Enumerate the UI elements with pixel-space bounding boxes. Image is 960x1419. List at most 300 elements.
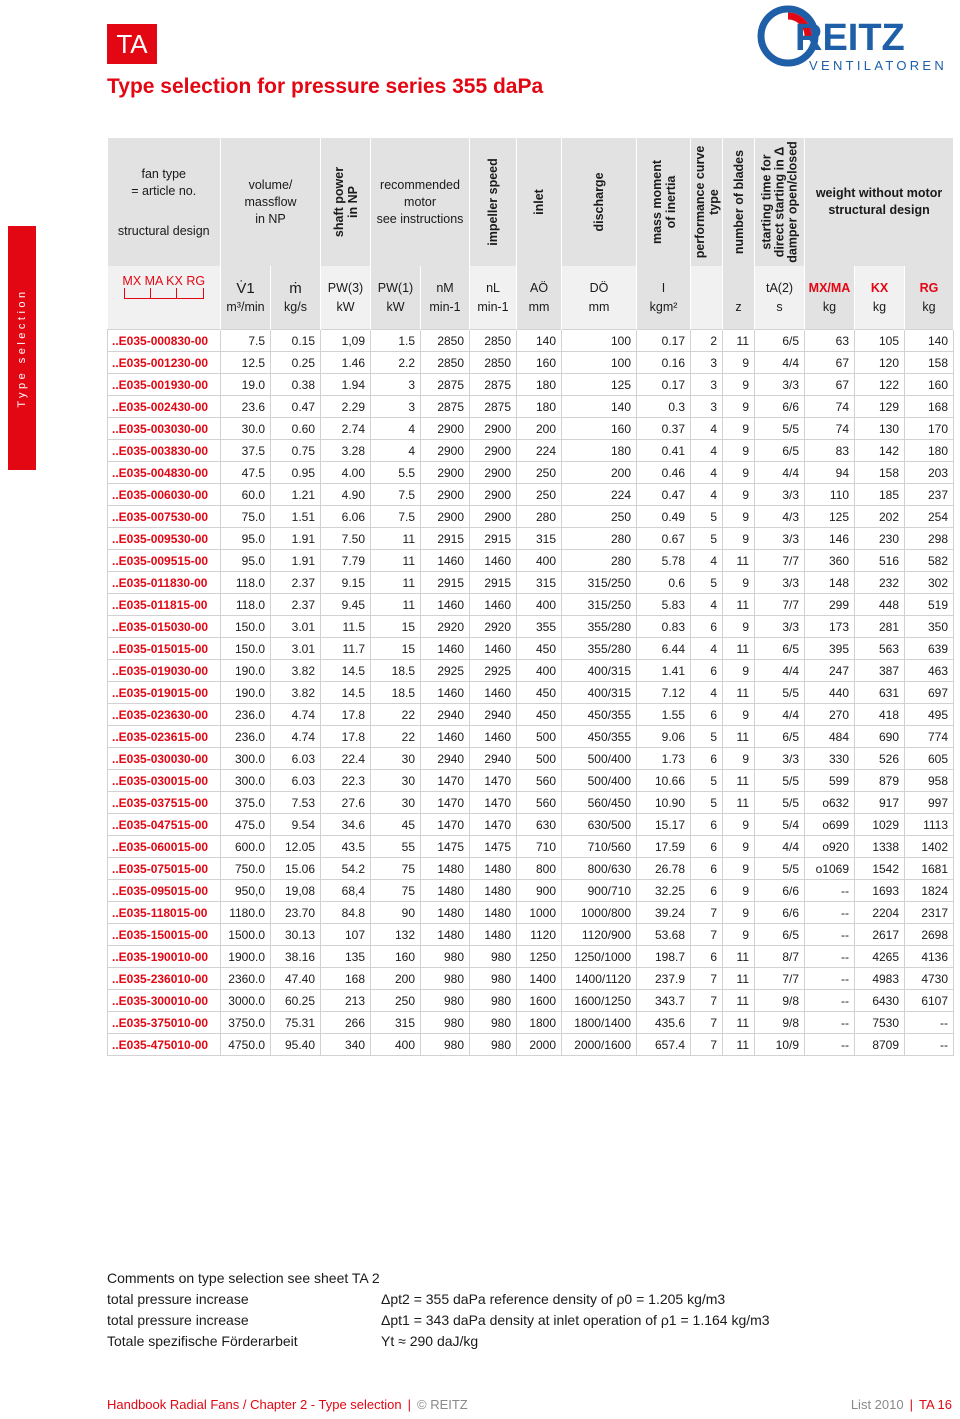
- table-cell: 710: [517, 836, 562, 858]
- table-cell: 45: [371, 814, 421, 836]
- table-cell: 6/6: [755, 396, 805, 418]
- unit-do: DÖ mm: [562, 266, 637, 330]
- table-cell: 1.91: [271, 528, 321, 550]
- table-cell: 135: [321, 946, 371, 968]
- table-cell: 980: [470, 990, 517, 1012]
- table-cell: 7/7: [755, 968, 805, 990]
- table-cell: 2900: [470, 506, 517, 528]
- unit-pw3: PW(3) kW: [321, 266, 371, 330]
- table-cell: 360: [805, 550, 855, 572]
- article-number-cell: ..E035-002430-00: [108, 396, 221, 418]
- table-cell: 15: [371, 616, 421, 638]
- table-cell: 7: [691, 990, 723, 1012]
- table-cell: 1470: [421, 814, 470, 836]
- table-cell: 0.16: [637, 352, 691, 374]
- table-cell: 202: [855, 506, 905, 528]
- table-cell: 450/355: [562, 704, 637, 726]
- table-cell: 9.45: [321, 594, 371, 616]
- table-cell: 4/4: [755, 660, 805, 682]
- table-cell: 15: [371, 638, 421, 660]
- table-cell: 355/280: [562, 616, 637, 638]
- table-cell: 440: [805, 682, 855, 704]
- table-cell: 11: [371, 528, 421, 550]
- table-cell: 6: [691, 704, 723, 726]
- table-cell: 300.0: [221, 770, 271, 792]
- table-cell: 0.3: [637, 396, 691, 418]
- table-cell: 236.0: [221, 704, 271, 726]
- table-cell: 105: [855, 330, 905, 352]
- table-cell: 1029: [855, 814, 905, 836]
- table-cell: 463: [905, 660, 954, 682]
- table-cell: 11: [371, 594, 421, 616]
- table-cell: 200: [371, 968, 421, 990]
- table-cell: 2875: [421, 396, 470, 418]
- table-cell: 118.0: [221, 572, 271, 594]
- table-cell: 2875: [421, 374, 470, 396]
- table-cell: 630/500: [562, 814, 637, 836]
- table-cell: 12.05: [271, 836, 321, 858]
- table-cell: 30.13: [271, 924, 321, 946]
- table-cell: 34.6: [321, 814, 371, 836]
- header-discharge: discharge: [562, 138, 637, 266]
- table-cell: 1400/1120: [562, 968, 637, 990]
- footer-list: List 2010: [850, 1397, 904, 1412]
- table-cell: 280: [562, 528, 637, 550]
- table-cell: 4.74: [271, 726, 321, 748]
- table-cell: 2940: [470, 704, 517, 726]
- table-cell: 2900: [421, 506, 470, 528]
- table-cell: 980: [421, 946, 470, 968]
- table-cell: 599: [805, 770, 855, 792]
- table-cell: 146: [805, 528, 855, 550]
- table-cell: 1542: [855, 858, 905, 880]
- table-row: [108, 572, 954, 594]
- table-cell: 4.00: [321, 462, 371, 484]
- table-cell: 0.75: [271, 440, 321, 462]
- article-number-cell: ..E035-475010-00: [108, 1034, 221, 1056]
- article-number-cell: ..E035-004830-00: [108, 462, 221, 484]
- side-tab-label: Type selection: [16, 288, 28, 408]
- table-row: [108, 990, 954, 1012]
- page-title: Type selection for pressure series 355 daPa: [107, 75, 544, 98]
- table-cell: 6.03: [271, 770, 321, 792]
- table-cell: 37.5: [221, 440, 271, 462]
- table-cell: 2000: [517, 1034, 562, 1056]
- table-cell: 12.5: [221, 352, 271, 374]
- table-cell: 2617: [855, 924, 905, 946]
- table-cell: 4.74: [271, 704, 321, 726]
- table-cell: 0.47: [271, 396, 321, 418]
- table-cell: 630: [517, 814, 562, 836]
- table-cell: 15.06: [271, 858, 321, 880]
- table-cell: 160: [371, 946, 421, 968]
- table-cell: 75.31: [271, 1012, 321, 1034]
- table-row: [108, 682, 954, 704]
- table-cell: 7.79: [321, 550, 371, 572]
- comment-value-1: Δpt2 = 355 daPa reference density of ρ0 = 1.205 kg/m3: [381, 1291, 726, 1307]
- table-cell: 1475: [470, 836, 517, 858]
- table-cell: 11.5: [321, 616, 371, 638]
- table-cell: 5/5: [755, 792, 805, 814]
- table-cell: 980: [470, 1034, 517, 1056]
- table-cell: 3.01: [271, 638, 321, 660]
- table-cell: 122: [855, 374, 905, 396]
- table-cell: 148: [805, 572, 855, 594]
- table-cell: 2900: [470, 440, 517, 462]
- table-cell: 118.0: [221, 594, 271, 616]
- table-cell: 1.46: [321, 352, 371, 374]
- table-cell: 3.28: [321, 440, 371, 462]
- table-cell: 23.70: [271, 902, 321, 924]
- units-row: [108, 266, 954, 330]
- article-number-cell: ..E035-095015-00: [108, 880, 221, 902]
- table-cell: 7.50: [321, 528, 371, 550]
- table-cell: 11: [723, 1012, 755, 1034]
- table-cell: 9.06: [637, 726, 691, 748]
- table-cell: 180: [517, 374, 562, 396]
- table-cell: 2.74: [321, 418, 371, 440]
- table-cell: 60.25: [271, 990, 321, 1012]
- table-row: [108, 616, 954, 638]
- table-cell: 2920: [470, 616, 517, 638]
- header-inlet: inlet: [517, 138, 562, 266]
- table-cell: 1800/1400: [562, 1012, 637, 1034]
- table-cell: 395: [805, 638, 855, 660]
- table-cell: 2317: [905, 902, 954, 924]
- table-cell: 32.25: [637, 880, 691, 902]
- table-cell: 18.5: [371, 682, 421, 704]
- table-cell: 1470: [470, 814, 517, 836]
- table-cell: 7.12: [637, 682, 691, 704]
- table-cell: --: [805, 1012, 855, 1034]
- table-cell: 132: [371, 924, 421, 946]
- table-cell: 1480: [421, 902, 470, 924]
- table-cell: 6: [691, 616, 723, 638]
- table-cell: 9: [723, 374, 755, 396]
- footer-copyright: © REITZ: [417, 1397, 468, 1412]
- table-cell: 4/3: [755, 506, 805, 528]
- table-cell: 519: [905, 594, 954, 616]
- footer-left: Handbook Radial Fans / Chapter 2 - Type selection | © REITZ: [107, 1397, 468, 1412]
- table-cell: 4.90: [321, 484, 371, 506]
- table-cell: 63: [805, 330, 855, 352]
- table-cell: 9: [723, 924, 755, 946]
- article-number-cell: ..E035-060015-00: [108, 836, 221, 858]
- table-cell: 247: [805, 660, 855, 682]
- table-row: [108, 550, 954, 572]
- header-structural-design: structural design: [117, 224, 210, 238]
- table-cell: 129: [855, 396, 905, 418]
- table-cell: 1480: [470, 858, 517, 880]
- section-code-badge: TA: [107, 24, 157, 64]
- data-rows: [108, 330, 954, 1056]
- table-cell: 560: [517, 792, 562, 814]
- article-number-cell: ..E035-009515-00: [108, 550, 221, 572]
- table-row: [108, 440, 954, 462]
- table-cell: 450: [517, 638, 562, 660]
- table-cell: --: [805, 902, 855, 924]
- table-cell: 198.7: [637, 946, 691, 968]
- table-cell: 232: [855, 572, 905, 594]
- table-cell: 0.46: [637, 462, 691, 484]
- table-cell: 500: [517, 726, 562, 748]
- table-cell: 84.8: [321, 902, 371, 924]
- table-cell: 1470: [470, 792, 517, 814]
- table-cell: 400: [517, 660, 562, 682]
- table-cell: 4: [371, 440, 421, 462]
- table-cell: 9/8: [755, 990, 805, 1012]
- unit-m: ṁ kg/s: [271, 266, 321, 330]
- table-row: [108, 968, 954, 990]
- table-row: [108, 748, 954, 770]
- article-number-cell: ..E035-030030-00: [108, 748, 221, 770]
- header-shaft-power: shaft power in NP: [321, 138, 371, 266]
- table-cell: 190.0: [221, 682, 271, 704]
- article-number-cell: ..E035-075015-00: [108, 858, 221, 880]
- table-cell: 4: [691, 594, 723, 616]
- table-cell: 2920: [421, 616, 470, 638]
- table-cell: 697: [905, 682, 954, 704]
- header-starting-time: starting time for direct starting in Δ damper open/closed: [755, 138, 805, 266]
- table-row: [108, 374, 954, 396]
- comment-label-2: total pressure increase: [107, 1312, 249, 1328]
- table-cell: 1120: [517, 924, 562, 946]
- table-row: [108, 924, 954, 946]
- article-number-cell: ..E035-190010-00: [108, 946, 221, 968]
- table-cell: --: [905, 1012, 954, 1034]
- table-cell: 500: [517, 748, 562, 770]
- table-cell: 0.25: [271, 352, 321, 374]
- article-number-cell: ..E035-030015-00: [108, 770, 221, 792]
- table-cell: 53.68: [637, 924, 691, 946]
- table-cell: 5.78: [637, 550, 691, 572]
- table-cell: 2204: [855, 902, 905, 924]
- table-row: [108, 880, 954, 902]
- table-cell: 900: [517, 880, 562, 902]
- table-cell: 6: [691, 858, 723, 880]
- table-cell: 0.49: [637, 506, 691, 528]
- unit-z: z: [723, 266, 755, 330]
- table-cell: 1000: [517, 902, 562, 924]
- logo-subtext: VENTILATOREN: [809, 58, 948, 73]
- table-cell: 1480: [421, 924, 470, 946]
- table-cell: 7.5: [371, 484, 421, 506]
- table-cell: 30.0: [221, 418, 271, 440]
- table-cell: 22: [371, 726, 421, 748]
- table-cell: 9: [723, 902, 755, 924]
- table-cell: 180: [905, 440, 954, 462]
- table-cell: 10.66: [637, 770, 691, 792]
- table-row: [108, 484, 954, 506]
- table-cell: 1338: [855, 836, 905, 858]
- table-cell: 168: [905, 396, 954, 418]
- table-cell: 340: [321, 1034, 371, 1056]
- table-cell: 2900: [470, 484, 517, 506]
- table-cell: 236.0: [221, 726, 271, 748]
- table-cell: 1600: [517, 990, 562, 1012]
- table-cell: 0.15: [271, 330, 321, 352]
- table-cell: 526: [855, 748, 905, 770]
- table-row: [108, 1012, 954, 1034]
- table-cell: 3: [691, 352, 723, 374]
- table-cell: 5: [691, 572, 723, 594]
- table-cell: 330: [805, 748, 855, 770]
- table-cell: 475.0: [221, 814, 271, 836]
- article-number-cell: ..E035-009530-00: [108, 528, 221, 550]
- table-cell: 1120/900: [562, 924, 637, 946]
- table-row: [108, 1034, 954, 1056]
- table-cell: 95.0: [221, 550, 271, 572]
- table-cell: 917: [855, 792, 905, 814]
- table-cell: 387: [855, 660, 905, 682]
- table-cell: 9: [723, 858, 755, 880]
- table-cell: 266: [321, 1012, 371, 1034]
- table-row: [108, 858, 954, 880]
- table-cell: 6: [691, 660, 723, 682]
- table-row: [108, 792, 954, 814]
- table-cell: 6: [691, 836, 723, 858]
- table-cell: 639: [905, 638, 954, 660]
- table-cell: 6.06: [321, 506, 371, 528]
- table-cell: 750.0: [221, 858, 271, 880]
- table-cell: 54.2: [321, 858, 371, 880]
- unit-ta: tA(2) s: [755, 266, 805, 330]
- article-number-cell: ..E035-019030-00: [108, 660, 221, 682]
- table-cell: 2900: [421, 462, 470, 484]
- table-cell: 95.40: [271, 1034, 321, 1056]
- table-cell: 980: [470, 946, 517, 968]
- table-row: [108, 638, 954, 660]
- table-cell: 9: [723, 528, 755, 550]
- table-row: [108, 594, 954, 616]
- table-cell: 1.91: [271, 550, 321, 572]
- table-cell: 500/400: [562, 748, 637, 770]
- table-cell: 1250/1000: [562, 946, 637, 968]
- table-cell: 0.47: [637, 484, 691, 506]
- table-cell: 180: [517, 396, 562, 418]
- table-cell: 0.17: [637, 330, 691, 352]
- table-cell: 17.8: [321, 704, 371, 726]
- table-cell: 158: [855, 462, 905, 484]
- table-cell: 8/7: [755, 946, 805, 968]
- table-cell: 560: [517, 770, 562, 792]
- table-cell: 4983: [855, 968, 905, 990]
- article-number-cell: ..E035-000830-00: [108, 330, 221, 352]
- table-cell: 1470: [421, 792, 470, 814]
- table-cell: 5: [691, 792, 723, 814]
- header-performance-curve: performance curve type: [691, 138, 723, 266]
- table-cell: 958: [905, 770, 954, 792]
- table-row: [108, 396, 954, 418]
- table-cell: 2850: [421, 330, 470, 352]
- table-cell: 5: [691, 528, 723, 550]
- table-cell: 2915: [421, 572, 470, 594]
- table-cell: 200: [562, 462, 637, 484]
- table-cell: 9: [723, 484, 755, 506]
- table-cell: 400: [371, 1034, 421, 1056]
- table-cell: 5: [691, 770, 723, 792]
- table-cell: 7: [691, 924, 723, 946]
- table-cell: 250: [371, 990, 421, 1012]
- table-cell: 9: [723, 814, 755, 836]
- table-cell: 1.94: [321, 374, 371, 396]
- table-cell: 2915: [470, 528, 517, 550]
- table-cell: 3/3: [755, 572, 805, 594]
- table-cell: 4: [691, 418, 723, 440]
- table-cell: 15.17: [637, 814, 691, 836]
- table-cell: 47.5: [221, 462, 271, 484]
- table-cell: 1480: [470, 880, 517, 902]
- table-cell: 9: [723, 616, 755, 638]
- reitz-logo: [753, 2, 958, 74]
- table-cell: 170: [905, 418, 954, 440]
- table-cell: 75: [371, 880, 421, 902]
- table-cell: 980: [421, 968, 470, 990]
- unit-pw1: PW(1) kW: [371, 266, 421, 330]
- table-cell: 1480: [421, 858, 470, 880]
- article-number-cell: ..E035-023630-00: [108, 704, 221, 726]
- table-cell: 2875: [470, 374, 517, 396]
- table-cell: 160: [517, 352, 562, 374]
- table-cell: 11: [723, 1034, 755, 1056]
- table-cell: 2.37: [271, 594, 321, 616]
- table-cell: 0.60: [271, 418, 321, 440]
- header-mass-moment: mass moment of inertia: [637, 138, 691, 266]
- table-cell: 9: [723, 462, 755, 484]
- article-number-cell: ..E035-003830-00: [108, 440, 221, 462]
- article-number-cell: ..E035-011830-00: [108, 572, 221, 594]
- table-cell: 1.55: [637, 704, 691, 726]
- logo-wordmark: REITZ: [795, 17, 905, 59]
- table-cell: 4: [691, 682, 723, 704]
- table-cell: 980: [421, 990, 470, 1012]
- table-cell: 1.41: [637, 660, 691, 682]
- table-cell: 26.78: [637, 858, 691, 880]
- table-cell: 213: [321, 990, 371, 1012]
- table-cell: 450: [517, 682, 562, 704]
- article-number-cell: ..E035-047515-00: [108, 814, 221, 836]
- table-cell: 980: [421, 1012, 470, 1034]
- comment-label-3: Totale spezifische Förderarbeit: [107, 1333, 298, 1349]
- table-cell: 1.51: [271, 506, 321, 528]
- table-row: [108, 352, 954, 374]
- table-cell: 6107: [905, 990, 954, 1012]
- table-cell: 237.9: [637, 968, 691, 990]
- table-cell: --: [805, 924, 855, 946]
- table-cell: 355/280: [562, 638, 637, 660]
- table-cell: 3/3: [755, 616, 805, 638]
- article-number-cell: ..E035-001230-00: [108, 352, 221, 374]
- table-cell: 1480: [470, 902, 517, 924]
- table-cell: 6430: [855, 990, 905, 1012]
- table-cell: 3000.0: [221, 990, 271, 1012]
- table-cell: --: [805, 990, 855, 1012]
- table-cell: 130: [855, 418, 905, 440]
- table-cell: 142: [855, 440, 905, 462]
- table-cell: 8709: [855, 1034, 905, 1056]
- unit-kx: KX kg: [855, 266, 905, 330]
- table-cell: 1460: [470, 682, 517, 704]
- table-cell: 1460: [421, 726, 470, 748]
- article-number-cell: ..E035-375010-00: [108, 1012, 221, 1034]
- table-cell: 5: [691, 506, 723, 528]
- table-cell: 4/4: [755, 704, 805, 726]
- table-cell: 6/6: [755, 880, 805, 902]
- table-cell: 5/5: [755, 418, 805, 440]
- table-cell: 280: [517, 506, 562, 528]
- table-cell: 605: [905, 748, 954, 770]
- table-cell: 17.8: [321, 726, 371, 748]
